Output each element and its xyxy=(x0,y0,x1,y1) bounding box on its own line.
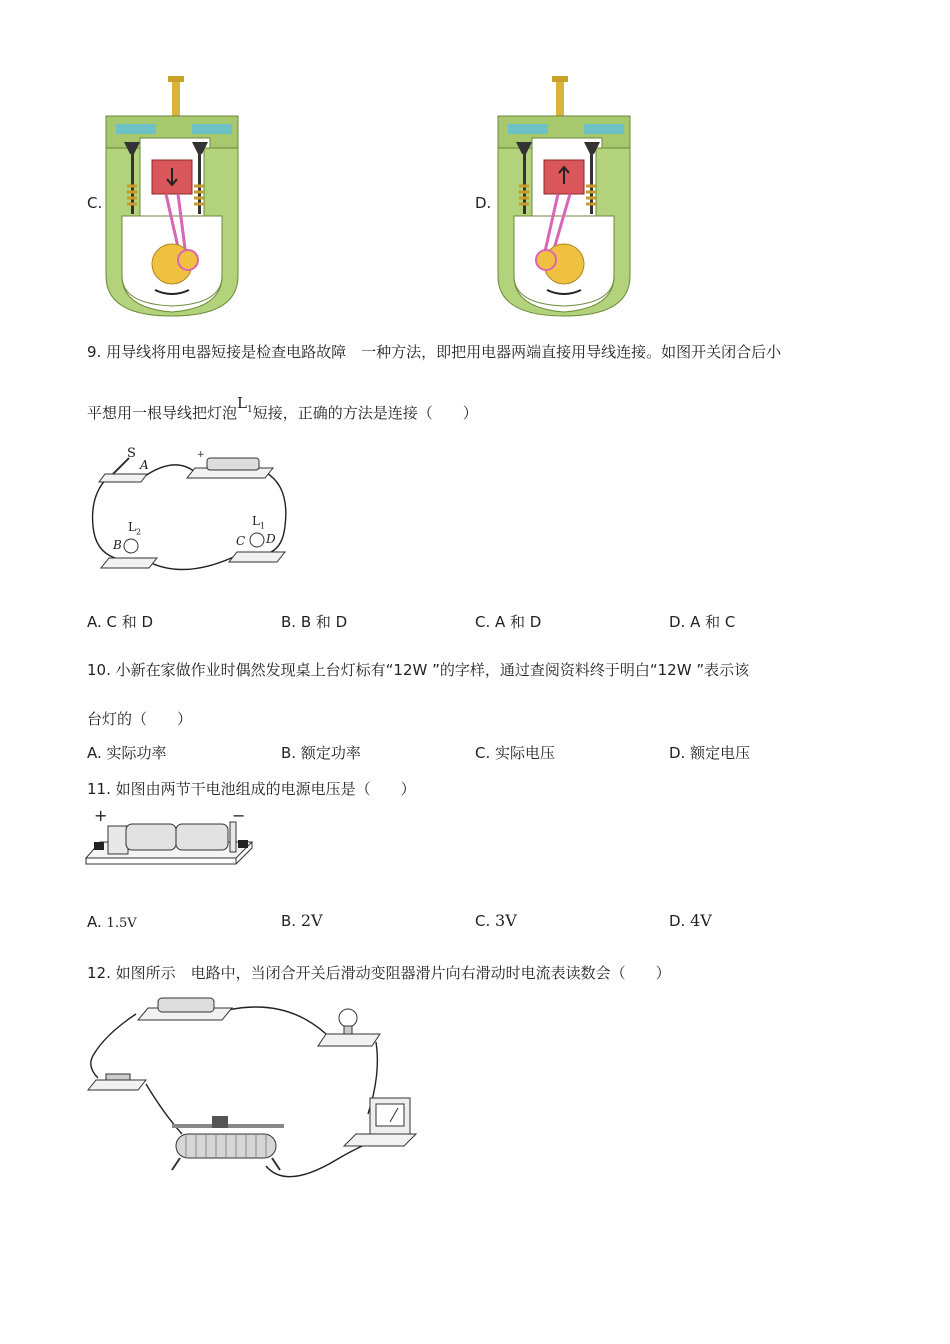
option-d-label: D. xyxy=(475,194,492,212)
q9-stem-line2-post: 短接，正确的方法是连接（ ） xyxy=(252,404,478,422)
q9-option-d[interactable]: D. A 和 C xyxy=(669,613,736,631)
option-c-label: C. xyxy=(87,194,103,212)
q9-option-c[interactable]: C. A 和 D xyxy=(475,613,542,631)
bulb-l2-label: $L_2$ xyxy=(128,520,142,537)
plus-terminal-label: + xyxy=(94,806,108,825)
terminal-label-b: B xyxy=(113,538,122,552)
q9-stem-line1: 9. 用导线将用电器短接是检查电路故障 一种方法，即把用电器两端直接用导线连接。如图开关闭合后小 xyxy=(87,343,782,361)
q9-stem-line2 xyxy=(87,394,478,425)
q10-stem-line2: 台灯的（ ） xyxy=(87,710,193,728)
q9-stem-line2-pre: 平想用一根导线把灯泡 xyxy=(87,404,238,422)
q11-stem: 11. 如图由两节干电池组成的电源电压是（ ） xyxy=(87,780,416,798)
q11-option-c[interactable]: C. 3V xyxy=(475,911,517,930)
q12-circuit-diagram xyxy=(86,994,422,1186)
engine-diagram-d xyxy=(492,76,637,316)
q9-circuit-diagram xyxy=(85,446,295,580)
minus-terminal-label: − xyxy=(232,806,246,825)
q9-option-b[interactable]: B. B 和 D xyxy=(281,613,348,631)
terminal-label-d: D xyxy=(266,532,276,546)
bulb-l1-label: $L_1$ xyxy=(252,514,266,531)
q11-option-d[interactable]: D. 4V xyxy=(669,911,712,930)
q10-option-a[interactable]: A. 实际功率 xyxy=(87,744,167,762)
q12-stem: 12. 如图所示 电路中，当闭合开关后滑动变阻器滑片向右滑动时电流表读数会（ ） xyxy=(87,964,671,982)
q9-option-a[interactable]: A. C 和 D xyxy=(87,613,154,631)
switch-label-s: S xyxy=(127,446,136,461)
q10-option-d[interactable]: D. 额定电压 xyxy=(669,744,751,762)
terminal-label-c: C xyxy=(236,534,246,548)
terminal-label-a: A xyxy=(140,458,149,472)
battery-holder-diagram xyxy=(86,812,254,866)
q11-option-a[interactable]: A. 1.5V xyxy=(87,913,137,931)
bulb-symbol: $L_1$ xyxy=(237,394,253,415)
q10-option-b[interactable]: B. 额定功率 xyxy=(281,744,361,762)
q10-stem-line1: 10. 小新在家做作业时偶然发现桌上台灯标有“12W ”的字样，通过查阅资料终于明白“12W ”表示该 xyxy=(87,661,750,679)
q10-option-c[interactable]: C. 实际电压 xyxy=(475,744,556,762)
engine-diagram-c xyxy=(100,76,245,316)
battery-plus-label: + xyxy=(197,450,205,460)
q11-option-b[interactable]: B. 2V xyxy=(281,911,323,930)
